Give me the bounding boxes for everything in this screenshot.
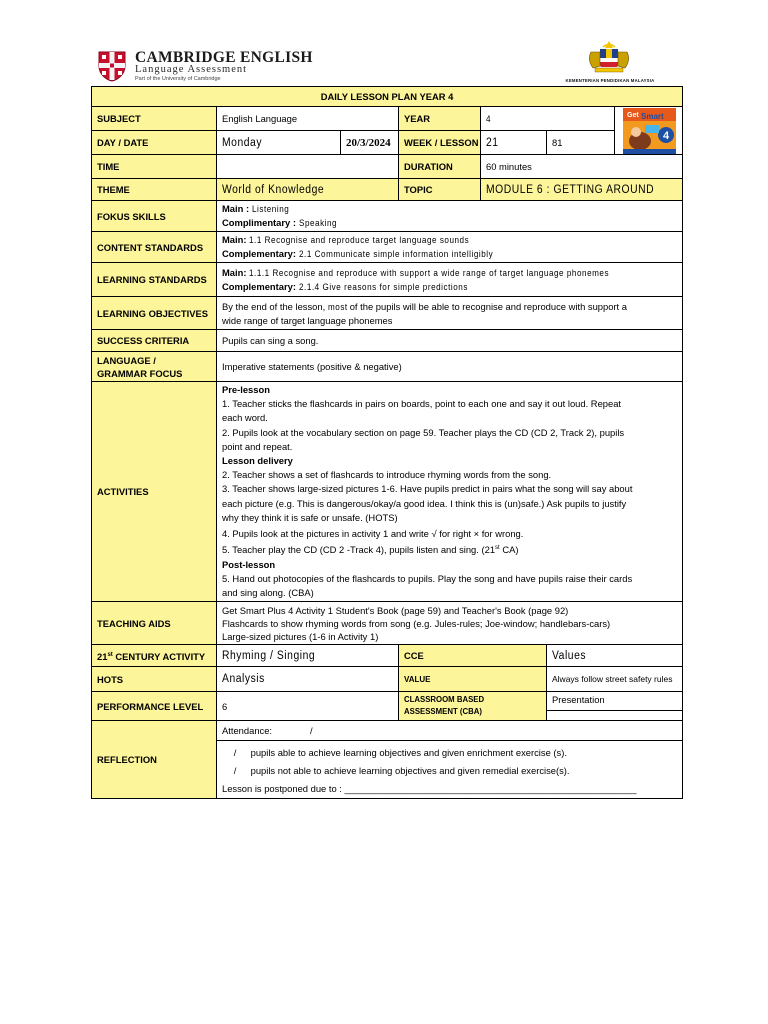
teaching-aids-value bbox=[217, 602, 683, 645]
learning-comp-value: 2.1.4 Give reasons for simple predictions bbox=[298, 281, 468, 292]
delivery-step-3a: 3. Teacher shows large-sized pictures 1-6. Have pupils predict in pairs what the song will say about bbox=[222, 483, 633, 495]
svg-text:Smart: Smart bbox=[641, 112, 664, 121]
performance-value: 6 bbox=[217, 692, 399, 721]
focus-comp-value: Speaking bbox=[298, 218, 337, 228]
aids-line-3: Large-sized pictures (1-6 in Activity 1) bbox=[222, 630, 379, 642]
grammar-label bbox=[92, 352, 217, 382]
aids-line-1: Get Smart Plus 4 Activity 1 Student's Book (page 59) and Teacher's Book (page 92) bbox=[222, 604, 569, 616]
content-standards-value bbox=[217, 232, 615, 263]
theme-label: THEME bbox=[92, 179, 217, 201]
content-standards-spacer bbox=[615, 232, 683, 263]
malaysia-crest-icon bbox=[583, 40, 635, 76]
time-row bbox=[92, 155, 683, 179]
value-value: Always follow street safety rules bbox=[547, 667, 683, 692]
teaching-aids-row bbox=[92, 602, 683, 645]
cba-value: Presentation bbox=[547, 692, 683, 711]
cba-label-1: CLASSROOM BASED bbox=[404, 695, 485, 705]
focus-comp-label: Complimentary : bbox=[222, 217, 296, 228]
focus-main-label: Main : bbox=[222, 203, 250, 214]
date-value bbox=[341, 131, 399, 155]
reflection-remedial bbox=[222, 762, 677, 780]
hots-label: HOTS bbox=[92, 667, 217, 692]
focus-value bbox=[217, 201, 683, 232]
post-lesson-heading: Post-lesson bbox=[222, 558, 276, 570]
century-value-text: Rhyming / Singing bbox=[222, 649, 316, 662]
svg-text:4: 4 bbox=[663, 130, 670, 142]
theme-text: World of Knowledge bbox=[222, 183, 325, 196]
time-value bbox=[217, 155, 399, 179]
grammar-label-1: LANGUAGE / bbox=[97, 354, 156, 366]
lesson-value: 81 bbox=[547, 131, 615, 155]
focus-main-value: Listening bbox=[251, 204, 289, 214]
remedial-slash: / bbox=[233, 765, 237, 777]
post-step-5b: and sing along. (CBA) bbox=[222, 586, 314, 598]
grammar-label-2: GRAMMAR FOCUS bbox=[97, 367, 183, 379]
svg-text:Get: Get bbox=[627, 112, 639, 119]
objectives-value bbox=[217, 297, 683, 330]
aids-line-2: Flashcards to show rhyming words from song (e.g. Jules-rules; Joe-window; handlebars-cars) bbox=[222, 617, 611, 629]
cambridge-shield-icon bbox=[97, 50, 127, 82]
enrichment-text: pupils able to achieve learning objectives and given enrichment exercise (s). bbox=[250, 747, 567, 759]
duration-label: DURATION bbox=[399, 155, 481, 179]
theme-value bbox=[217, 179, 399, 201]
enrichment-slash: / bbox=[233, 747, 237, 759]
delivery-heading: Lesson delivery bbox=[222, 455, 293, 467]
century-label bbox=[92, 645, 217, 667]
cambridge-logo bbox=[97, 50, 337, 84]
century-label-sup: st bbox=[107, 651, 113, 658]
century-label-text: CENTURY ACTIVITY bbox=[112, 650, 206, 662]
remedial-text: pupils not able to achieve learning objectives and given remedial exercise(s). bbox=[250, 765, 570, 777]
postponed-line: Lesson is postponed due to : ________________________________________________________ bbox=[222, 783, 637, 795]
textbook-cover-image bbox=[623, 108, 676, 154]
hots-row bbox=[92, 667, 683, 692]
delivery-step-3c: why they think it is safe or unsafe. (HOTS) bbox=[222, 511, 398, 523]
cambridge-title: CAMBRIDGE ENGLISH bbox=[135, 49, 313, 66]
topic-value bbox=[481, 179, 683, 201]
pre-lesson-heading: Pre-lesson bbox=[222, 384, 270, 395]
teaching-aids-label: TEACHING AIDS bbox=[92, 602, 217, 645]
day-date-row bbox=[92, 131, 683, 155]
century-label-num: 21 bbox=[97, 650, 108, 662]
theme-row bbox=[92, 179, 683, 201]
day-value bbox=[217, 131, 341, 155]
week-value bbox=[481, 131, 547, 155]
pre-step-2a: 2. Pupils look at the vocabulary section on page 59. Teacher plays the CD (CD 2, Track 2), pupils bbox=[222, 426, 625, 438]
pre-step-1a: 1. Teacher sticks the flashcards in pairs on boards, point to each one and say it out loud. Repeat bbox=[222, 398, 622, 410]
objectives-pre: By the end of the lesson, bbox=[222, 300, 326, 312]
delivery-step-3b: each picture (e.g. This is dangerous/okay/a good idea. I think this is (un)safe.) Ask pupils to justify bbox=[222, 497, 627, 509]
cba-value-spacer bbox=[547, 711, 683, 721]
content-standards-label: CONTENT STANDARDS bbox=[92, 232, 217, 263]
learning-standards-label: LEARNING STANDARDS bbox=[92, 263, 217, 297]
cce-label: CCE bbox=[399, 645, 547, 667]
kpm-text: KEMENTERIAN PENDIDIKAN MALAYSIA bbox=[565, 78, 655, 83]
objectives-rest: of the pupils will be able to recognise and reproduce with support a bbox=[349, 300, 627, 312]
week-lesson-label: WEEK / LESSON bbox=[399, 131, 481, 155]
objectives-most: most bbox=[327, 301, 348, 312]
learning-main-value: 1.1.1 Recognise and reproduce with support a wide range of target language phonemes bbox=[249, 267, 610, 278]
content-main-label: Main: bbox=[222, 234, 247, 245]
activities-value bbox=[217, 382, 683, 602]
delivery-step-5-text: 5. Teacher play the CD (CD 2 -Track 4), pupils listen and sing. (21 bbox=[222, 544, 496, 556]
grammar-value: Imperative statements (positive & negative) bbox=[217, 352, 683, 382]
plan-title: DAILY LESSON PLAN YEAR 4 bbox=[92, 87, 683, 107]
content-main-value: 1.1 Recognise and reproduce target language sounds bbox=[249, 235, 470, 245]
cba-label-2: ASSESSMENT (CBA) bbox=[404, 707, 482, 717]
content-standards-row bbox=[92, 232, 683, 263]
day-text: Monday bbox=[222, 136, 263, 149]
attendance-label: Attendance: bbox=[222, 725, 273, 737]
learning-comp-label: Complementary: bbox=[222, 280, 296, 292]
cambridge-subtitle: Language Assessment bbox=[135, 64, 248, 75]
year-value bbox=[481, 107, 615, 131]
post-step-5a: 5. Hand out photocopies of the flashcards to pupils. Play the song and have pupils raise their cards bbox=[222, 572, 633, 584]
content-comp-label: Complementary: bbox=[222, 248, 296, 259]
reflection-value bbox=[217, 721, 683, 799]
century-row bbox=[92, 645, 683, 667]
focus-row bbox=[92, 201, 683, 232]
cambridge-part-text: Part of the University of Cambridge bbox=[135, 76, 221, 82]
delivery-step-5-post: CA) bbox=[499, 544, 519, 556]
attendance-value: / bbox=[310, 725, 313, 737]
reflection-label: REFLECTION bbox=[92, 721, 217, 799]
focus-label: FOKUS SKILLS bbox=[92, 201, 217, 232]
reflection-enrichment bbox=[222, 744, 677, 762]
reflection-row bbox=[92, 721, 683, 799]
delivery-step-5-sup: st bbox=[495, 545, 500, 552]
subject-row bbox=[92, 107, 683, 131]
week-text: 21 bbox=[486, 136, 499, 149]
activities-label: ACTIVITIES bbox=[92, 382, 217, 602]
cce-value bbox=[547, 645, 683, 667]
performance-row bbox=[92, 692, 683, 711]
objectives-label: LEARNING OBJECTIVES bbox=[92, 297, 217, 330]
cba-label bbox=[399, 692, 547, 721]
learning-main-label: Main: bbox=[222, 266, 247, 278]
objectives-row bbox=[92, 297, 683, 330]
lesson-plan-table bbox=[91, 86, 683, 799]
learning-standards-row bbox=[92, 263, 683, 297]
cce-value-text: Values bbox=[552, 649, 587, 662]
kpm-logo bbox=[555, 40, 665, 88]
value-label: VALUE bbox=[399, 667, 547, 692]
topic-label: TOPIC bbox=[399, 179, 481, 201]
century-value bbox=[217, 645, 399, 667]
success-value: Pupils can sing a song. bbox=[217, 330, 683, 352]
year-text: 4 bbox=[486, 113, 492, 124]
year-label: YEAR bbox=[399, 107, 481, 131]
success-label: SUCCESS CRITERIA bbox=[92, 330, 217, 352]
date-text: 20/3/2024 bbox=[346, 136, 391, 149]
day-date-label: DAY / DATE bbox=[92, 131, 217, 155]
success-row bbox=[92, 330, 683, 352]
topic-text: MODULE 6 : GETTING AROUND bbox=[486, 183, 655, 196]
pre-step-2b: point and repeat. bbox=[222, 440, 293, 452]
content-comp-value: 2.1 Communicate simple information intelligibly bbox=[298, 249, 493, 259]
pre-step-1b: each word. bbox=[222, 412, 268, 424]
delivery-step-4: 4. Pupils look at the pictures in activity 1 and write √ for right × for wrong. bbox=[222, 528, 524, 540]
hots-value-text: Analysis bbox=[222, 673, 265, 686]
delivery-step-5 bbox=[222, 541, 677, 557]
time-label: TIME bbox=[92, 155, 217, 179]
title-row bbox=[92, 87, 683, 107]
hots-value bbox=[217, 667, 399, 692]
reflection-body bbox=[217, 741, 682, 798]
subject-value: English Language bbox=[217, 107, 399, 131]
objectives-line-2: wide range of target language phonemes bbox=[222, 314, 393, 326]
performance-label: PERFORMANCE LEVEL bbox=[92, 692, 217, 721]
grammar-row bbox=[92, 352, 683, 382]
learning-standards-value bbox=[217, 263, 683, 297]
delivery-step-2: 2. Teacher shows a set of flashcards to introduce rhyming words from the song. bbox=[222, 469, 552, 481]
duration-value: 60 minutes bbox=[481, 155, 683, 179]
subject-label: SUBJECT bbox=[92, 107, 217, 131]
activities-row bbox=[92, 382, 683, 602]
attendance-line bbox=[217, 721, 682, 741]
